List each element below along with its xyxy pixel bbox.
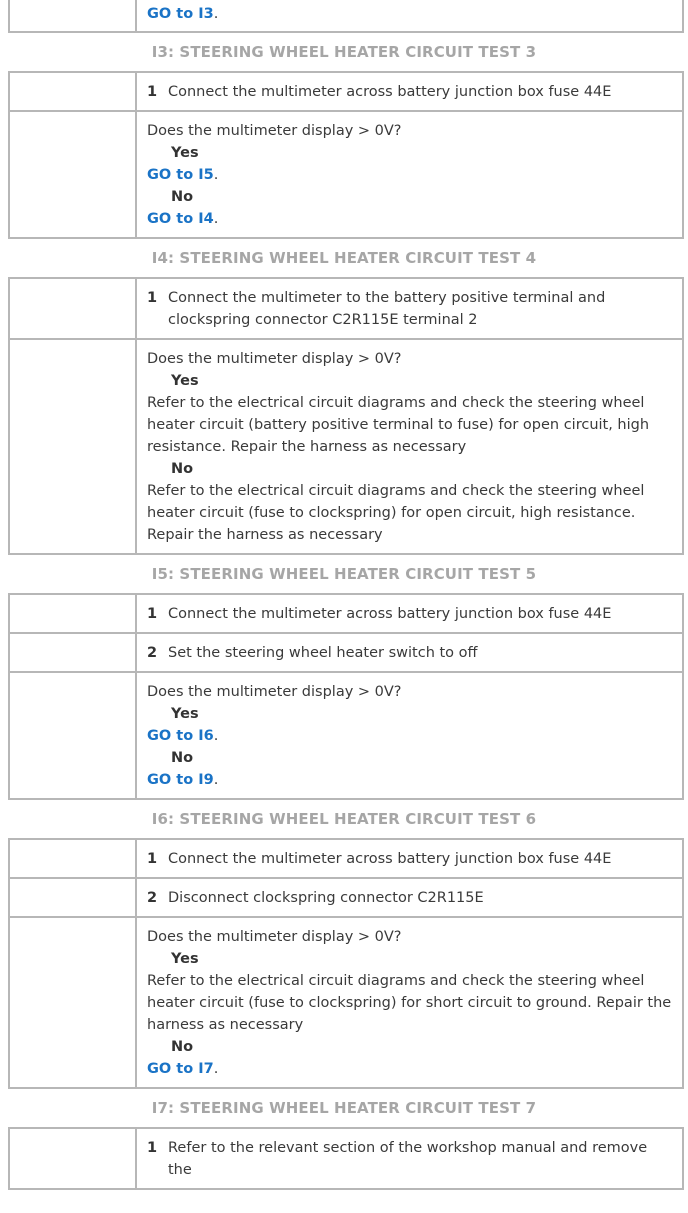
empty-cell bbox=[9, 878, 136, 917]
empty-cell bbox=[9, 839, 136, 878]
test-table-i4 bbox=[8, 277, 684, 555]
step-text: Connect the multimeter to the battery positive terminal and clockspring connector C2R115E terminal 2 bbox=[168, 290, 606, 328]
empty-cell bbox=[9, 672, 136, 799]
step-row bbox=[147, 1137, 672, 1181]
test-table-i5 bbox=[8, 593, 684, 800]
empty-cell bbox=[9, 1128, 136, 1189]
step-text: Connect the multimeter across battery junction box fuse 44E bbox=[168, 851, 612, 867]
step-number: 1 bbox=[147, 606, 158, 622]
empty-cell bbox=[9, 339, 136, 554]
step-number: 2 bbox=[147, 645, 158, 661]
result-cell: Does the multimeter display > 0V? Yes GO to I5. No GO to I4. bbox=[136, 111, 683, 238]
step-text: Refer to the relevant section of the workshop manual and remove the bbox=[168, 1140, 648, 1178]
step-row bbox=[147, 848, 672, 870]
step-cell bbox=[136, 839, 683, 878]
empty-cell bbox=[9, 0, 136, 32]
test-heading-i6: I6: STEERING WHEEL HEATER CIRCUIT TEST 6 bbox=[151, 810, 537, 828]
result-cell: Does the multimeter display > 0V? Yes Refer to the electrical circuit diagrams and check the steering wheel heater circuit (fuse to clockspring) for short circuit to ground. Repair the harness as necessary No GO to I7. bbox=[136, 917, 683, 1088]
go-link-i5[interactable]: GO to I5 bbox=[147, 167, 214, 183]
step-row bbox=[147, 603, 672, 625]
yes-action-text: Refer to the electrical circuit diagrams and check the steering wheel heater circuit (battery positive terminal to fuse) for open circuit, high resistance. Repair the harness as necessary bbox=[147, 395, 650, 455]
result-cell bbox=[136, 339, 683, 554]
empty-cell bbox=[9, 278, 136, 339]
yes-label: Yes bbox=[171, 706, 199, 722]
question-text: Does the multimeter display > 0V? bbox=[147, 929, 402, 945]
step-text: Connect the multimeter across battery junction box fuse 44E bbox=[168, 606, 612, 622]
empty-cell bbox=[9, 111, 136, 238]
question-text: Does the multimeter display > 0V? bbox=[147, 351, 402, 367]
yes-label: Yes bbox=[171, 373, 199, 389]
continued-table bbox=[8, 0, 684, 33]
go-link-i7[interactable]: GO to I7 bbox=[147, 1061, 214, 1077]
step-row bbox=[147, 287, 672, 331]
go-link-i3[interactable]: GO to I3 bbox=[147, 6, 214, 22]
question-text: Does the multimeter display > 0V? bbox=[147, 123, 402, 139]
yes-label: Yes bbox=[171, 951, 199, 967]
step-cell bbox=[136, 278, 683, 339]
no-label: No bbox=[171, 461, 194, 477]
yes-action-text: Refer to the electrical circuit diagrams and check the steering wheel heater circuit (fuse to clockspring) for short circuit to ground. Repair the harness as necessary bbox=[147, 973, 672, 1033]
step-cell bbox=[136, 633, 683, 672]
empty-cell bbox=[9, 917, 136, 1088]
step-cell bbox=[136, 878, 683, 917]
step-number: 2 bbox=[147, 890, 158, 906]
step-cell bbox=[136, 72, 683, 111]
empty-cell bbox=[9, 594, 136, 633]
no-label: No bbox=[171, 750, 194, 766]
test-heading-i3: I3: STEERING WHEEL HEATER CIRCUIT TEST 3 bbox=[151, 43, 537, 61]
step-row bbox=[147, 81, 672, 103]
step-number: 1 bbox=[147, 84, 158, 100]
step-text: Set the steering wheel heater switch to off bbox=[168, 645, 478, 661]
step-number: 1 bbox=[147, 851, 158, 867]
empty-cell bbox=[9, 633, 136, 672]
test-table-i7 bbox=[8, 1127, 684, 1190]
step-number: 1 bbox=[147, 290, 158, 306]
test-heading-i4: I4: STEERING WHEEL HEATER CIRCUIT TEST 4 bbox=[151, 249, 537, 267]
empty-cell bbox=[9, 72, 136, 111]
no-action-text: Refer to the electrical circuit diagrams and check the steering wheel heater circuit (fuse to clockspring) for open circuit, high resistance. Repair the harness as necessary bbox=[147, 483, 645, 543]
step-cell bbox=[136, 594, 683, 633]
test-heading-i7: I7: STEERING WHEEL HEATER CIRCUIT TEST 7 bbox=[151, 1099, 537, 1117]
no-label: No bbox=[171, 1039, 194, 1055]
continued-result: GO to I3. bbox=[136, 0, 683, 32]
step-row bbox=[147, 887, 672, 909]
result-cell: Does the multimeter display > 0V? Yes GO to I6. No GO to I9. bbox=[136, 672, 683, 799]
no-label: No bbox=[171, 189, 194, 205]
step-row bbox=[147, 642, 672, 664]
question-text: Does the multimeter display > 0V? bbox=[147, 684, 402, 700]
test-table-i3 bbox=[8, 71, 684, 239]
go-link-i4[interactable]: GO to I4 bbox=[147, 211, 214, 227]
test-heading-i5: I5: STEERING WHEEL HEATER CIRCUIT TEST 5 bbox=[151, 565, 537, 583]
step-number: 1 bbox=[147, 1140, 158, 1156]
yes-label: Yes bbox=[171, 145, 199, 161]
go-link-i6[interactable]: GO to I6 bbox=[147, 728, 214, 744]
go-link-i9[interactable]: GO to I9 bbox=[147, 772, 214, 788]
step-cell bbox=[136, 1128, 683, 1189]
step-text: Connect the multimeter across battery junction box fuse 44E bbox=[168, 84, 612, 100]
step-text: Disconnect clockspring connector C2R115E bbox=[168, 890, 484, 906]
test-table-i6 bbox=[8, 838, 684, 1089]
